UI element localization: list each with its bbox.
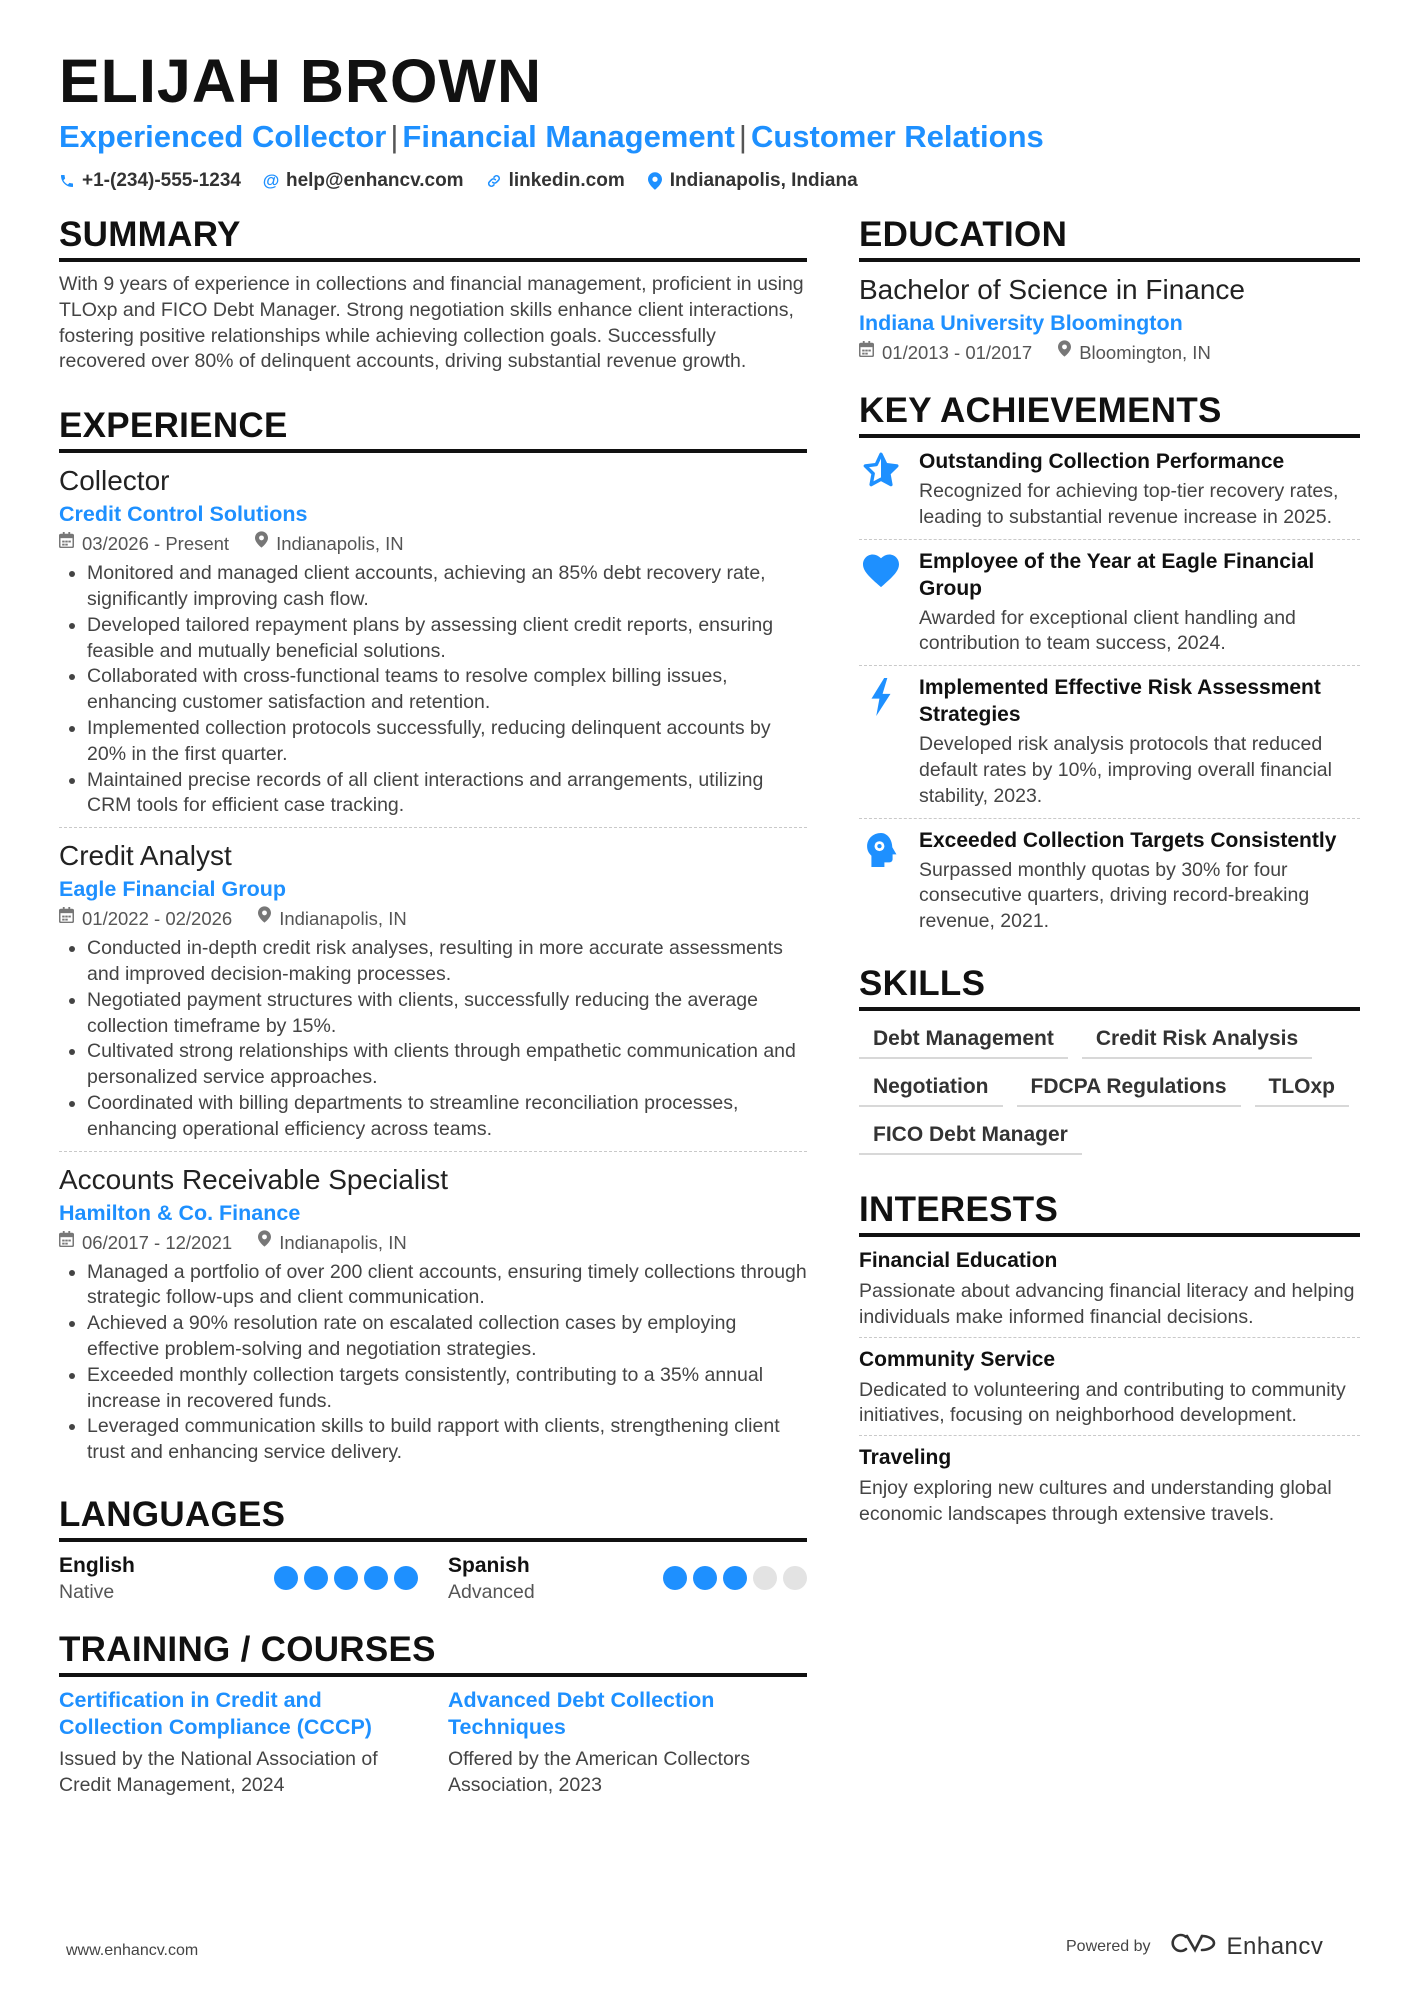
lightning-icon xyxy=(859,674,903,809)
experience-section xyxy=(59,405,807,1474)
calendar-icon xyxy=(59,904,74,934)
job-bullets xyxy=(59,936,807,1142)
section-title: TRAINING / COURSES xyxy=(59,1629,807,1677)
training-section xyxy=(59,1629,807,1799)
degree: Bachelor of Science in Finance xyxy=(859,274,1245,305)
job-entry xyxy=(59,838,807,1151)
job-bullet: • Coordinated with billing departments to streamline reconciliation processes, enhancing operational efficiency across teams. xyxy=(87,1091,807,1143)
job-bullet: • Implemented collection protocols successfully, reducing delinquent accounts by 20% in the first quarter. xyxy=(87,716,807,768)
footer-branding xyxy=(1066,1932,1323,1961)
headline-separator: | xyxy=(390,119,399,154)
training-list xyxy=(59,1687,807,1799)
skill-tag: FICO Debt Manager xyxy=(859,1117,1082,1155)
training-title: Advanced Debt Collection Techniques xyxy=(448,1687,715,1739)
interest-title: Traveling xyxy=(859,1446,952,1470)
skill-tag: Negotiation xyxy=(859,1069,1003,1107)
achievements-section xyxy=(859,390,1360,943)
headline-part: Financial Management xyxy=(402,119,735,154)
job-dates: 01/2022 - 02/2026 xyxy=(82,908,233,930)
language-rating xyxy=(274,1566,418,1590)
headline xyxy=(59,118,1044,156)
job-bullet: • Managed a portfolio of over 200 client accounts, ensuring timely collections through strategic follow-ups and client communication. xyxy=(87,1260,807,1312)
rating-dot-filled xyxy=(394,1566,418,1590)
skill-tag: FDCPA Regulations xyxy=(1017,1069,1241,1107)
contact-email[interactable] xyxy=(263,170,464,192)
enhancv-logo-icon xyxy=(1171,1932,1217,1961)
calendar-icon xyxy=(859,338,874,368)
job-location: Indianapolis, IN xyxy=(276,533,404,555)
job-bullet: • Achieved a 90% resolution rate on escalated collection cases by employing effective problem-solving and negotiation strategies. xyxy=(87,1311,807,1363)
training-desc: Issued by the National Association of Credit Management, 2024 xyxy=(59,1747,378,1796)
calendar-icon xyxy=(59,529,74,559)
training-title: Certification in Credit and Collection Compliance (CCCP) xyxy=(59,1687,372,1739)
location-pin-icon xyxy=(255,529,268,559)
interest-item xyxy=(859,1247,1360,1338)
job-bullet: • Collaborated with cross-functional teams to resolve complex billing issues, enhancing customer satisfaction and retention. xyxy=(87,664,807,716)
section-title: EXPERIENCE xyxy=(59,405,807,453)
brand-name: Enhancv xyxy=(1226,1932,1324,1960)
summary-section xyxy=(59,214,807,375)
job-bullet: • Negotiated payment structures with clients, successfully reducing the average collection timeframe by 15%. xyxy=(87,988,807,1040)
skill-tag: Credit Risk Analysis xyxy=(1082,1021,1312,1059)
skill-tag: Debt Management xyxy=(859,1021,1068,1059)
achievement-item xyxy=(859,674,1360,818)
job-bullet: • Maintained precise records of all client interactions and arrangements, utilizing CRM tools for efficient case tracking. xyxy=(87,768,807,820)
languages-list xyxy=(59,1552,807,1605)
achievement-title: Implemented Effective Risk Assessment Strategies xyxy=(919,676,1321,727)
job-location: Indianapolis, IN xyxy=(279,1231,407,1253)
section-title: EDUCATION xyxy=(859,214,1360,262)
job-bullet: • Monitored and managed client accounts, achieving an 85% debt recovery rate, significantly improving cash flow. xyxy=(87,561,807,613)
location-pin-icon xyxy=(647,172,663,190)
job-bullet: • Exceeded monthly collection targets consistently, contributing to a 35% annual increase in recovered funds. xyxy=(87,1363,807,1415)
interest-desc: Passionate about advancing financial literacy and helping individuals make informed financial decisions. xyxy=(859,1279,1355,1328)
headline-separator: | xyxy=(738,119,747,154)
job-location: Indianapolis, IN xyxy=(279,908,407,930)
star-icon xyxy=(859,448,903,531)
job-bullet: • Leveraged communication skills to build rapport with clients, strengthening client trust and enhancing service delivery. xyxy=(87,1414,807,1466)
job-title: Credit Analyst xyxy=(59,840,232,872)
job-dates: 06/2017 - 12/2021 xyxy=(82,1231,233,1253)
company-name: Hamilton & Co. Finance xyxy=(59,1200,301,1225)
achievement-desc: Developed risk analysis protocols that reduced default rates by 10%, improving overall financial stability, 2023. xyxy=(919,733,1332,807)
powered-by-label: Powered by xyxy=(1066,1937,1151,1955)
section-title: LANGUAGES xyxy=(59,1494,807,1542)
achievement-item xyxy=(859,448,1360,540)
summary-text: With 9 years of experience in collections and financial management, proficient in using TLOxp and FICO Debt Manager. Strong negotiation skills enhance client interactions, fostering positive relationships while achieving collection goals. Successfully recovered over 80% of delinquent accounts, driving substantial revenue growth. xyxy=(59,273,804,373)
interest-desc: Enjoy exploring new cultures and understanding global economic landscapes through extensive travels. xyxy=(859,1477,1332,1525)
job-bullet: • Conducted in-depth credit risk analyses, resulting in more accurate assessments and improved decision-making processes. xyxy=(87,936,807,988)
contact-phone[interactable] xyxy=(59,170,241,192)
achievement-desc: Awarded for exceptional client handling and contribution to team success, 2024. xyxy=(919,606,1296,655)
education-meta xyxy=(859,338,1360,368)
rating-dot-empty xyxy=(753,1566,777,1590)
rating-dot-empty xyxy=(783,1566,807,1590)
brand-logo[interactable] xyxy=(1171,1932,1324,1961)
job-meta xyxy=(59,529,807,559)
job-entry xyxy=(59,1162,807,1474)
section-title: KEY ACHIEVEMENTS xyxy=(859,390,1360,438)
headline-part: Experienced Collector xyxy=(59,119,387,154)
link-icon xyxy=(486,173,502,189)
location-pin-icon xyxy=(258,904,271,934)
education-dates: 01/2013 - 01/2017 xyxy=(882,342,1033,363)
calendar-icon xyxy=(59,1228,74,1258)
interest-item xyxy=(859,1444,1360,1534)
rating-dot-filled xyxy=(663,1566,687,1590)
headline-part: Customer Relations xyxy=(750,119,1044,154)
head-icon xyxy=(859,827,903,935)
language-item xyxy=(59,1552,418,1605)
language-level: Advanced xyxy=(448,1580,535,1603)
skills-section xyxy=(859,963,1360,1155)
contact-location xyxy=(647,170,858,192)
rating-dot-filled xyxy=(364,1566,388,1590)
candidate-name: ELIJAH BROWN xyxy=(59,47,543,115)
achievement-title: Outstanding Collection Performance xyxy=(919,450,1285,473)
interests-section xyxy=(859,1189,1360,1534)
language-item xyxy=(448,1552,807,1605)
language-level: Native xyxy=(59,1580,115,1603)
training-item xyxy=(448,1687,807,1799)
job-dates: 03/2026 - Present xyxy=(82,533,230,555)
interest-item xyxy=(859,1346,1360,1437)
job-bullet: • Cultivated strong relationships with clients through empathetic communication and personalized service approaches. xyxy=(87,1039,807,1091)
rating-dot-filled xyxy=(693,1566,717,1590)
achievement-desc: Surpassed monthly quotas by 30% for four consecutive quarters, driving record-breaking revenue, 2021. xyxy=(919,858,1310,933)
linkedin-text: linkedin.com xyxy=(508,170,625,191)
training-desc: Offered by the American Collectors Association, 2023 xyxy=(448,1747,751,1796)
interest-title: Financial Education xyxy=(859,1248,1058,1272)
rating-dot-filled xyxy=(334,1566,358,1590)
language-rating xyxy=(663,1566,807,1590)
job-title: Collector xyxy=(59,465,170,497)
contact-bar xyxy=(59,170,858,192)
job-meta xyxy=(59,904,807,934)
skills-list xyxy=(859,1021,1360,1155)
company-name: Eagle Financial Group xyxy=(59,877,286,902)
rating-dot-filled xyxy=(274,1566,298,1590)
job-title: Accounts Receivable Specialist xyxy=(59,1163,449,1195)
left-column xyxy=(59,214,807,1819)
rating-dot-filled xyxy=(723,1566,747,1590)
skill-tag: TLOxp xyxy=(1255,1069,1350,1107)
job-bullets xyxy=(59,1260,807,1466)
section-title: SKILLS xyxy=(859,963,1360,1011)
achievement-title: Employee of the Year at Eagle Financial Group xyxy=(919,549,1315,600)
phone-icon xyxy=(59,173,75,189)
interest-desc: Dedicated to volunteering and contributing to community initiatives, focusing on neighborhood development. xyxy=(859,1378,1346,1427)
company-name: Credit Control Solutions xyxy=(59,502,308,527)
contact-linkedin[interactable] xyxy=(486,170,625,192)
languages-section xyxy=(59,1494,807,1605)
rating-dot-filled xyxy=(304,1566,328,1590)
location-text: Indianapolis, Indiana xyxy=(669,170,858,191)
job-bullet: • Developed tailored repayment plans by assessing client credit reports, ensuring feasible and mutually beneficial solutions. xyxy=(87,613,807,665)
training-item xyxy=(59,1687,418,1799)
achievement-item xyxy=(859,548,1360,667)
location-pin-icon xyxy=(258,1228,271,1258)
achievement-item xyxy=(859,827,1360,943)
job-bullets xyxy=(59,561,807,819)
heart-icon xyxy=(859,548,903,658)
education-section xyxy=(859,214,1360,368)
job-entry xyxy=(59,463,807,828)
location-pin-icon xyxy=(1058,338,1071,368)
education-location: Bloomington, IN xyxy=(1079,342,1211,363)
school-name: Indiana University Bloomington xyxy=(859,311,1183,335)
interest-title: Community Service xyxy=(859,1347,1056,1371)
at-icon: @ xyxy=(262,171,280,190)
job-meta xyxy=(59,1228,807,1258)
email-text: help@enhancv.com xyxy=(285,170,464,191)
achievement-title: Exceeded Collection Targets Consistently xyxy=(919,828,1337,852)
section-title: SUMMARY xyxy=(59,214,807,262)
language-name: English xyxy=(59,1553,135,1577)
language-name: Spanish xyxy=(448,1553,530,1577)
footer-website[interactable]: www.enhancv.com xyxy=(66,1942,199,1959)
achievement-desc: Recognized for achieving top-tier recovery rates, leading to substantial revenue increase in 2025. xyxy=(919,480,1339,528)
phone-text: +1-(234)-555-1234 xyxy=(82,170,241,191)
right-column xyxy=(859,214,1360,1554)
section-title: INTERESTS xyxy=(859,1189,1360,1237)
